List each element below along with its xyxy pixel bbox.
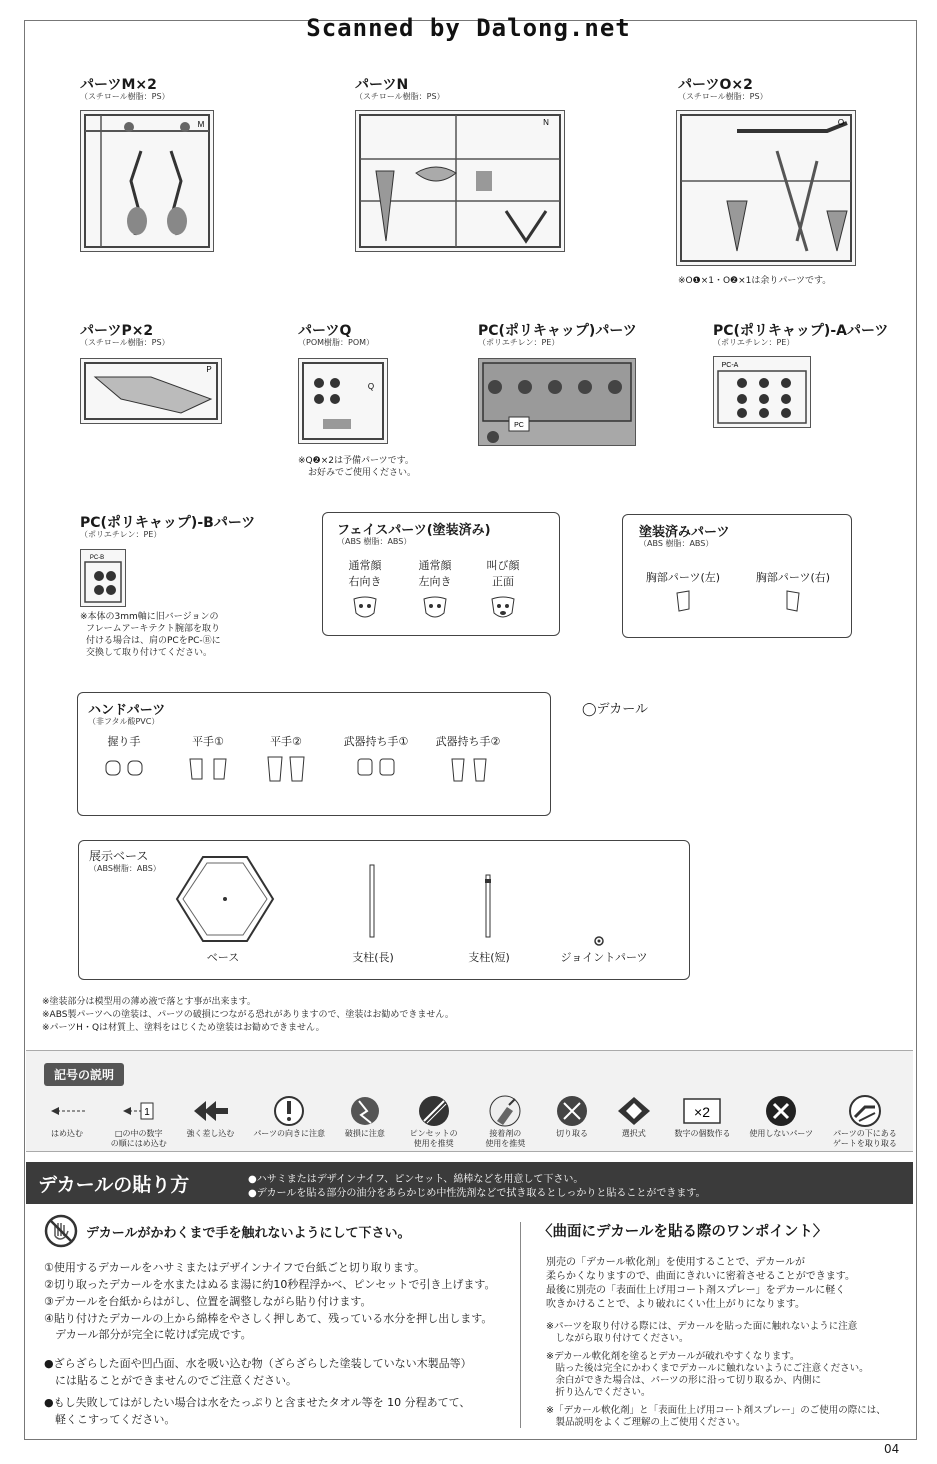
breakage-icon: [345, 1093, 385, 1129]
parts-n-runner-drawing: [356, 111, 564, 251]
decal-step-2: ②切り取ったデカールを水またはぬるま湯に約10秒程浮かべ、ピンセットで引き上げます。: [44, 1278, 496, 1291]
parts-m-material: （スチロール樹脂：PS）: [80, 92, 170, 101]
fist-hands-icon: [102, 755, 146, 781]
parts-q-note2: お好みでご使用ください。: [308, 468, 417, 478]
parts-o-runner: [676, 110, 856, 266]
face-parts-material: （ABS 樹脂：ABS）: [337, 537, 412, 546]
joint-part-icon: [593, 935, 605, 947]
glue-icon: [485, 1093, 525, 1129]
symbol-item-11: [743, 1093, 819, 1149]
decal-step-5: デカール部分が完全に乾けば完成です。: [44, 1328, 252, 1341]
parts-p-tag: P: [206, 365, 212, 374]
decal-extra-1: ●ざらざらした面や凹凸面、水を吸い込む物（ざらざらした塗装していない木製品等）: [44, 1357, 472, 1370]
gate-icon: [845, 1093, 885, 1129]
x2-icon: [682, 1093, 722, 1129]
parts-q-title: パーツQ: [298, 323, 352, 339]
parts-pcb-note1: ※本体の3mm軸に旧バージョンの: [80, 612, 219, 622]
hand-parts-box: [77, 692, 551, 816]
hand-item-2-label: 平手①: [192, 735, 224, 748]
parts-q-runner-drawing: [299, 359, 387, 443]
face-item-2-line2: 左向き: [418, 575, 452, 588]
painted-item-1-label: 胸部パーツ(左): [645, 571, 721, 584]
decal-tip-line-3: 最後に別売の「表面仕上げ用コート剤スプレー」をデカールに軽く: [546, 1285, 846, 1296]
symbol-item-10: [667, 1093, 737, 1149]
decal-note-1: ●ハサミまたはデザインナイフ、ピンセット、綿棒などを用意して下さい。: [248, 1174, 584, 1185]
decal-extra-3: ●もし失敗してはがしたい場合は水をたっぷりと含ませたタオル等を 10 分程あてて、: [44, 1396, 471, 1409]
parts-pca-material: （ポリエチレン：PE）: [713, 338, 795, 347]
parts-m-title: パーツM×2: [80, 77, 157, 93]
x2-glyph: ×2: [694, 1104, 711, 1120]
symbol-legend-title: 記号の説明: [44, 1063, 124, 1086]
choice-icon: [614, 1093, 654, 1129]
symbol-label-1: はめ込む: [51, 1129, 83, 1138]
painted-item-2: [743, 569, 843, 616]
parts-q-runner: [298, 358, 388, 444]
symbol-item-3: [177, 1093, 243, 1149]
parts-n-material: （スチロール樹脂：PS）: [355, 92, 445, 101]
parts-pca-runner: [713, 356, 811, 428]
hand-parts-title: ハンドパーツ: [88, 703, 166, 718]
decal-tip-note-2: しながら取り付けてください。: [546, 1333, 689, 1344]
painted-item-2-label: 胸部パーツ(右): [755, 571, 831, 584]
hand-item-5: [428, 733, 508, 788]
base-item-2: 支柱(長): [352, 951, 394, 964]
pillar-short-icon: [483, 873, 493, 939]
symbol-item-2: [106, 1093, 172, 1149]
exclamation-icon: [269, 1093, 309, 1129]
symbol-label-3: 強く差し込む: [186, 1129, 235, 1138]
parts-pcb-title: PC(ポリキャップ)-Bパーツ: [80, 515, 256, 531]
face-item-2-line1: 通常顔: [418, 559, 452, 572]
parts-pc-runner: [478, 358, 636, 446]
symbol-item-9: [606, 1093, 662, 1149]
dashed-arrow-icon: [47, 1093, 87, 1129]
decal-label: ◯デカール: [582, 702, 649, 717]
parts-n-tag: N: [543, 118, 549, 127]
face-item-3-line2: 正面: [492, 575, 514, 588]
hand-item-1: [94, 733, 154, 784]
parts-n-title: パーツN: [355, 77, 409, 93]
hand-item-4-label: 武器持ち手①: [343, 735, 409, 748]
display-base-box: [78, 840, 690, 980]
decal-section-title: デカールの貼り方: [38, 1174, 190, 1196]
symbol-label-4: パーツの向きに注意: [253, 1129, 325, 1138]
symbol-label-2: □の中の数字 の順にはめ込む: [110, 1129, 167, 1148]
symbol-label-6: ピンセットの 使用を推奨: [409, 1129, 458, 1148]
face-item-2: [405, 557, 465, 624]
face-item-1-line1: 通常顔: [348, 559, 382, 572]
parts-o-tag: O: [837, 118, 845, 127]
decal-tip-line-2: 柔らかくなりますので、曲面にきれいに密着させることができます。: [546, 1271, 855, 1282]
flat-hands-2-icon: [264, 755, 308, 783]
decal-tip-note-1: ※パーツを取り付ける際には、デカールを貼った面に触れないように注意: [546, 1321, 858, 1332]
pillar-long-icon: [367, 863, 377, 939]
decal-tip-note-4: 貼った後は完全にかわくまでデカールに触れないようにご注意ください。: [546, 1363, 869, 1374]
parts-p-runner-drawing: [81, 359, 221, 423]
parts-pca-title: PC(ポリキャップ)-Aパーツ: [713, 323, 889, 339]
hand-parts-material: （非フタル酸PVC）: [88, 717, 160, 726]
symbol-label-9: 選択式: [621, 1129, 646, 1138]
face-parts-title: フェイスパーツ(塗装済み): [337, 523, 491, 538]
weapon-hands-2-icon: [446, 755, 490, 785]
parts-o-title: パーツO×2: [678, 77, 753, 93]
decal-extra-4: 軽くこすってください。: [44, 1413, 176, 1426]
decal-tip-title: 〈曲面にデカールを貼る際のワンポイント〉: [538, 1224, 828, 1240]
symbol-item-1: [34, 1093, 100, 1149]
base-hexagon-icon: [173, 853, 277, 945]
decal-tip-line-1: 別売の「デカール軟化剤」を使用することで、デカールが: [546, 1257, 805, 1268]
display-base-title: 展示ベース: [89, 849, 149, 863]
decal-step-3: ③デカールを台紙からはがし、位置を調整しながら貼り付けます。: [44, 1295, 372, 1308]
decal-note-2: ●デカールを貼る部分の油分をあらかじめ中性洗剤などで拭き取るとしっかりと貼ることができます。: [248, 1188, 706, 1199]
flat-hands-1-icon: [186, 755, 230, 783]
symbol-label-5: 破損に注意: [344, 1129, 385, 1138]
painting-note-2: ※ABS製パーツへの塗装は、パーツの破損につながる恐れがありますので、塗装はお勧めできません。: [42, 1010, 454, 1020]
hand-item-3-label: 平手②: [270, 735, 302, 748]
parts-pcb-note4: 交換して取り付けてください。: [86, 648, 213, 658]
parts-q-note1: ※Q❷×2は予備パーツです。: [298, 456, 414, 466]
decal-extra-2: には貼ることができませんのでご注意ください。: [44, 1374, 297, 1387]
symbol-label-10: 数字の個数作る: [674, 1129, 731, 1138]
parts-p-title: パーツP×2: [80, 323, 154, 339]
face-item-3: [473, 557, 533, 624]
face-parts-box: [322, 512, 560, 636]
weapon-hands-1-icon: [354, 755, 398, 781]
watermark: Scanned by Dalong.net: [306, 14, 631, 42]
parts-o-material: （スチロール樹脂：PS）: [678, 92, 768, 101]
parts-m-runner: [80, 110, 214, 252]
decal-tip-note-3: ※デカール軟化剤を塗るとデカールが破れやすくなります。: [546, 1351, 800, 1362]
base-item-3: 支柱(短): [468, 951, 510, 964]
tweezers-icon: [414, 1093, 454, 1129]
face-left-icon: [420, 595, 450, 621]
painting-note-3: ※パーツH・Qは材質上、塗料をはじくため塗装はお勧めできません。: [42, 1023, 325, 1033]
decal-tip-note-5: 余白ができた場合は、パーツの形に沿って切り取るか、内側に: [546, 1375, 822, 1386]
page-number: 04: [884, 1442, 900, 1456]
double-arrow-icon: [190, 1093, 230, 1129]
symbol-item-5: [335, 1093, 395, 1149]
base-item-1: ベース: [206, 951, 240, 964]
parts-pcb-material: （ポリエチレン：PE）: [80, 530, 162, 539]
parts-m-tag: M: [197, 120, 205, 129]
parts-pc-runner-drawing: [479, 359, 635, 445]
symbol-row: [34, 1093, 905, 1149]
face-item-3-line1: 叫び顔: [486, 559, 520, 572]
symbol-label-7: 接着剤の 使用を推奨: [485, 1129, 526, 1148]
parts-pc-title: PC(ポリキャップ)パーツ: [478, 323, 637, 339]
painted-parts-box: [622, 514, 852, 638]
face-item-1-line2: 右向き: [348, 575, 382, 588]
chest-right-icon: [783, 589, 803, 613]
parts-pcb-note2: フレームアーキテクト腕部を取り: [86, 624, 221, 634]
parts-o-note: ※O❶×1・O❷×1は余りパーツです。: [678, 276, 832, 286]
symbol-label-12: パーツの下にある ゲートを取り取る: [832, 1129, 897, 1148]
unused-icon: [761, 1093, 801, 1129]
decal-step-1: ①使用するデカールをハサミまたはデザインナイフで台紙ごと切り取ります。: [44, 1261, 425, 1274]
parts-pcb-runner: [80, 549, 126, 607]
cut-icon: [552, 1093, 592, 1129]
hand-item-3: [256, 733, 316, 786]
hand-item-1-label: 握り手: [107, 735, 141, 748]
parts-pcb-runner-drawing: [81, 550, 125, 606]
svg-text:1: 1: [143, 1107, 150, 1118]
decal-tip-line-4: 吹きかけることで、より破れにくい仕上がりになります。: [546, 1299, 805, 1310]
symbol-item-6: [401, 1093, 467, 1149]
parts-p-runner: [80, 358, 222, 424]
symbol-item-12: [825, 1093, 905, 1149]
parts-p-material: （スチロール樹脂：PS）: [80, 338, 170, 347]
hand-item-2: [178, 733, 238, 786]
no-touch-icon: [44, 1214, 78, 1248]
display-base-material: （ABS樹脂：ABS）: [89, 864, 161, 873]
symbol-label-8: 切り取る: [556, 1129, 589, 1138]
face-item-1: [335, 557, 395, 624]
parts-pc-tag: PC: [514, 422, 524, 429]
decal-tip-note-7: ※「デカール軟化剤」と「表面仕上げ用コート剤スプレー」のご使用の際には、: [546, 1405, 886, 1416]
parts-q-material: （POM樹脂：POM）: [298, 338, 375, 347]
base-item-4: ジョイントパーツ: [560, 951, 648, 964]
decal-warning: デカールがかわくまで手を触れないようにして下さい。: [86, 1226, 411, 1241]
symbol-legend: [26, 1050, 913, 1152]
painted-parts-material: （ABS 樹脂：ABS）: [639, 539, 714, 548]
decal-step-4: ④貼り付けたデカールの上から綿棒をやさしく押しあて、残っている水分を押し出します。: [44, 1312, 493, 1325]
parts-pc-material: （ポリエチレン：PE）: [478, 338, 560, 347]
symbol-label-11: 使用しないパーツ: [749, 1129, 814, 1138]
decal-tip-note-8: 製品説明をよくご理解の上ご使用ください。: [546, 1417, 746, 1428]
painting-note-1: ※塗装部分は模型用の薄め液で落とす事が出来ます。: [42, 997, 256, 1007]
parts-q-tag: Q: [367, 382, 375, 391]
chest-left-icon: [673, 589, 693, 613]
parts-o-runner-drawing: [677, 111, 855, 265]
symbol-item-4: [249, 1093, 329, 1149]
numbered-arrow-icon: [119, 1093, 159, 1129]
hand-item-4: [336, 733, 416, 784]
face-right-icon: [350, 595, 380, 621]
decal-tip-note-6: 折り込んでください。: [546, 1387, 651, 1398]
painted-parts-title: 塗装済みパーツ: [639, 525, 730, 540]
parts-pca-tag: PC-A: [721, 362, 739, 369]
hand-item-5-label: 武器持ち手②: [435, 735, 501, 748]
parts-m-runner-drawing: [81, 111, 213, 251]
decal-section-header: [26, 1162, 913, 1204]
painted-item-1: [633, 569, 733, 616]
parts-n-runner: [355, 110, 565, 252]
decal-divider: [520, 1222, 521, 1428]
face-shout-icon: [488, 595, 518, 621]
parts-pcb-note3: 付ける場合は、肩のPCをPC-Ⓑに: [86, 636, 221, 646]
symbol-item-7: [472, 1093, 538, 1149]
parts-pcb-tag: PC-B: [89, 555, 105, 561]
parts-pca-runner-drawing: [714, 357, 810, 427]
symbol-item-8: [544, 1093, 600, 1149]
